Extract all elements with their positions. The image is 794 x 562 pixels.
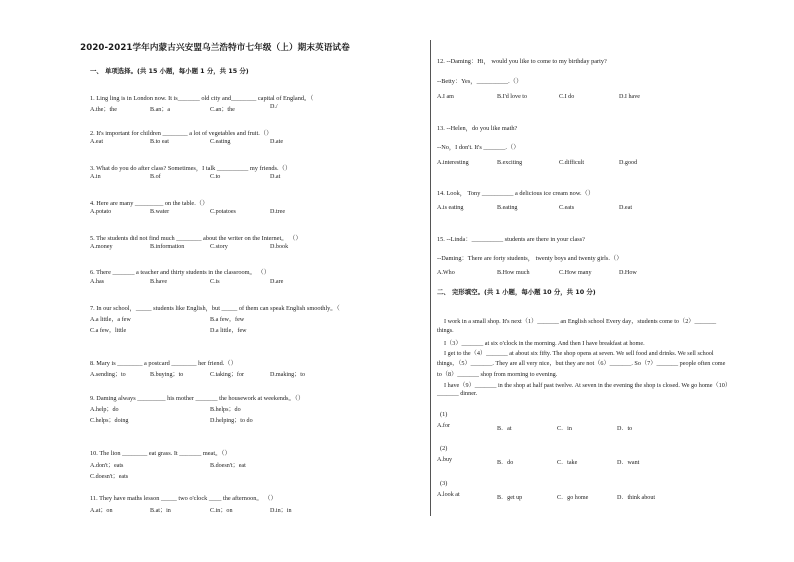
option-d[interactable]: D.ate	[270, 139, 284, 145]
passage-line: I（3）_______ at six o'clock in the morning. And then I have breakfast at home.	[444, 340, 645, 347]
option-d[interactable]: D．think about	[617, 495, 656, 501]
option-c[interactable]: C.eats	[559, 205, 575, 211]
option-c[interactable]: C.potatoes	[210, 209, 236, 215]
question-stem-reply: --No，I don't. It's _______.（）	[437, 144, 520, 151]
option-d[interactable]: D.book	[270, 244, 289, 250]
option-c[interactable]: C.doesn't；eats	[90, 474, 129, 480]
question-stem: 11. They have maths lesson _____ two o'clock ____ the afternoon。 （）	[90, 495, 277, 502]
section-heading-single-choice: 一、 单项选择。(共 15 小题，每小题 1 分，共 15 分)	[90, 67, 249, 75]
option-a[interactable]: A.the；the	[90, 107, 117, 113]
question-stem-reply: --Daming：There are forty students， twenty boys and twenty girls.（）	[437, 255, 623, 262]
option-a[interactable]: A.buy	[437, 457, 453, 463]
passage-line: I work in a small shop. It's next（1）_______ an English school Every day，students come to（2）_______	[444, 318, 717, 325]
option-c[interactable]: C.I do	[559, 94, 575, 100]
passage-line: _______ dinner.	[437, 390, 478, 397]
option-d[interactable]: D．want	[617, 460, 640, 466]
option-c[interactable]: C.taking；for	[210, 372, 245, 378]
option-b[interactable]: B.information	[150, 244, 185, 250]
option-c[interactable]: C.helps；doing	[90, 418, 129, 424]
option-b[interactable]: B.have	[150, 279, 168, 285]
option-d[interactable]: D.I have	[619, 94, 640, 100]
option-d[interactable]: D.good	[619, 160, 638, 166]
cloze-item-number: (1)	[440, 411, 448, 418]
option-b[interactable]: B.exciting	[497, 160, 523, 166]
option-b[interactable]: B．at	[497, 426, 512, 432]
option-b[interactable]: B.an；a	[150, 107, 171, 113]
option-a[interactable]: A.potato	[90, 209, 112, 215]
option-c[interactable]: C.a few，little	[90, 328, 127, 334]
option-b[interactable]: B.How much	[497, 270, 530, 276]
option-b[interactable]: B.to eat	[150, 139, 169, 145]
question-stem: 1. Ling ling is in London now. It is_______ old city and________ capital of England。（	[90, 95, 314, 102]
option-a[interactable]: A.help；do	[90, 407, 119, 413]
option-a[interactable]: A.Who	[437, 270, 455, 276]
option-d[interactable]: D.a little，few	[210, 328, 247, 334]
option-c[interactable]: C.eating	[210, 139, 231, 145]
option-a[interactable]: A.in	[90, 174, 101, 180]
passage-line: I have（9）_______ in the shop at half past twelve. At seven in the evening the shop is closed. We go home（10）	[444, 382, 732, 389]
option-c[interactable]: C．take	[557, 460, 578, 466]
option-d[interactable]: D.tree	[270, 209, 286, 215]
option-c[interactable]: C.story	[210, 244, 228, 250]
option-a[interactable]: A.has	[90, 279, 105, 285]
option-c[interactable]: C.to	[210, 174, 221, 180]
option-b[interactable]: B.of	[150, 174, 161, 180]
option-d[interactable]: D.How	[619, 270, 637, 276]
question-stem: 3. What do you do after class? Sometimes，I talk __________ my friends.（）	[90, 165, 292, 172]
option-a[interactable]: A.for	[437, 423, 451, 429]
option-d[interactable]: D.eat	[619, 205, 633, 211]
passage-line: I get to the（4）_______ at about six fifty. The shop opens at seven. We sell food and drinks. We sell school	[444, 350, 714, 357]
option-d[interactable]: D./	[270, 104, 278, 110]
option-c[interactable]: C.is	[210, 279, 220, 285]
option-d[interactable]: D.at	[270, 174, 281, 180]
option-b[interactable]: B.helps；do	[210, 407, 241, 413]
passage-line: to（8）_______ shop from morning to evening.	[437, 371, 558, 378]
option-b[interactable]: B.a few，few	[210, 317, 245, 323]
option-b[interactable]: B.doesn't；eat	[210, 463, 246, 469]
option-c[interactable]: C.difficult	[559, 160, 585, 166]
column-divider	[430, 40, 431, 516]
option-c[interactable]: C.in；on	[210, 508, 233, 514]
option-a[interactable]: A.I am	[437, 94, 454, 100]
option-d[interactable]: D.are	[270, 279, 284, 285]
option-a[interactable]: A.don't；eats	[90, 463, 124, 469]
option-d[interactable]: D.in；in	[270, 508, 292, 514]
option-b[interactable]: B．get up	[497, 495, 523, 501]
option-a[interactable]: A.a little，a few	[90, 317, 131, 323]
option-a[interactable]: A.interesting	[437, 160, 469, 166]
passage-line: things.	[437, 327, 454, 334]
option-c[interactable]: C．go home	[557, 495, 589, 501]
question-stem: 12. --Daming：Hi， would you like to come to my birthday party?	[437, 58, 607, 65]
page-title: 2020-2021学年内蒙古兴安盟乌兰浩特市七年级（上）期末英语试卷	[80, 43, 350, 53]
question-stem: 15. --Linda：__________ students are there in your class?	[437, 236, 585, 243]
option-a[interactable]: A.look at	[437, 492, 460, 498]
passage-line: things，（5）_______. They are all very nice，but they are not（6）_______. So（7）_______ people often come	[437, 360, 726, 367]
question-stem: 4. Here are many _________ on the table.（）	[90, 200, 209, 207]
option-a[interactable]: A.is eating	[437, 205, 464, 211]
question-stem: 5. The students did not find much ________ about the writer on the Internet。 （）	[90, 235, 302, 242]
question-stem-reply: --Betty：Yes，__________.（）	[437, 78, 523, 85]
option-b[interactable]: B．do	[497, 460, 514, 466]
option-b[interactable]: B.buying；to	[150, 372, 184, 378]
question-stem: 8. Mary is ________ a postcard ________ her friend.（）	[90, 360, 237, 367]
option-c[interactable]: C．in	[557, 426, 572, 432]
question-stem: 14. Look， Tony __________ a delicious ice cream now.（）	[437, 190, 595, 197]
section-heading-cloze: 二、 完形填空。(共 1 小题，每小题 10 分，共 10 分)	[437, 288, 596, 296]
option-d[interactable]: D.making；to	[270, 372, 306, 378]
option-a[interactable]: A.eat	[90, 139, 104, 145]
option-b[interactable]: B.eating	[497, 205, 518, 211]
question-stem: 7. In our school，_____ students like English，but _____ of them can speak English smoothly。（	[90, 305, 340, 312]
option-b[interactable]: B.water	[150, 209, 170, 215]
option-a[interactable]: A.sending；to	[90, 372, 126, 378]
option-d[interactable]: D．to	[617, 426, 633, 432]
option-b[interactable]: B.I'd love to	[497, 94, 528, 100]
option-d[interactable]: D.helping；to do	[210, 418, 253, 424]
cloze-item-number: (3)	[440, 480, 448, 487]
question-stem: 10. The lion ________ eat grass. It _______ meat。（）	[90, 450, 231, 457]
option-b[interactable]: B.at；in	[150, 508, 171, 514]
question-stem: 2. It's important for children ________ a lot of vegetables and fruit.（）	[90, 130, 273, 137]
question-stem: 6. There _______ a teacher and thirty students in the classroom。 （）	[90, 269, 271, 276]
question-stem: 9. Daming always _________ his mother _______ the housework at weekends。（）	[90, 395, 305, 402]
cloze-item-number: (2)	[440, 445, 448, 452]
option-c[interactable]: C.How many	[559, 270, 592, 276]
question-stem: 13. --Helen，do you like math?	[437, 125, 518, 132]
option-c[interactable]: C.an；the	[210, 107, 235, 113]
option-a[interactable]: A.at；on	[90, 508, 113, 514]
option-a[interactable]: A.money	[90, 244, 113, 250]
